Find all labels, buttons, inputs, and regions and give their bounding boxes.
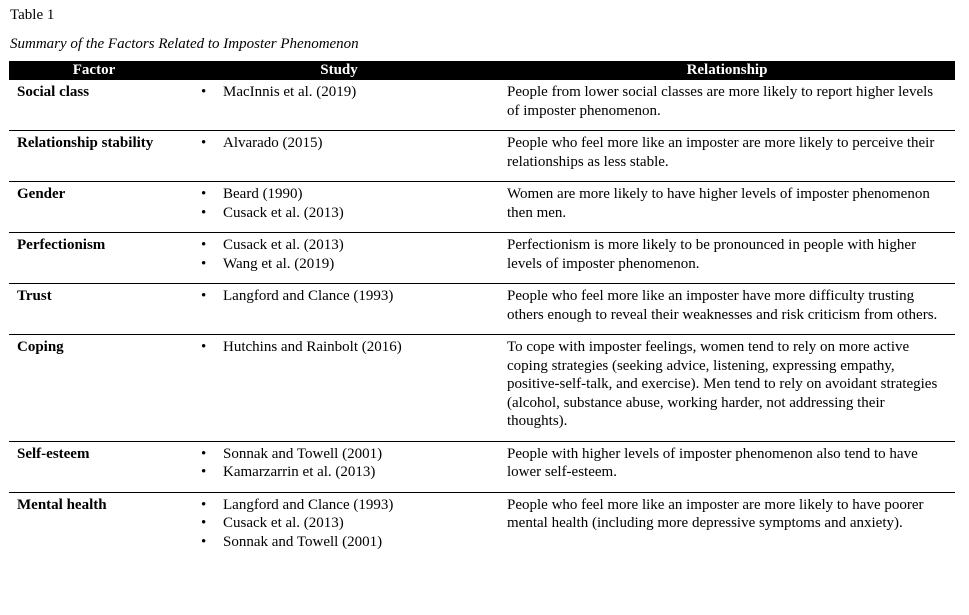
relationship-cell: People who feel more like an imposter have more difficulty trusting others enough to reveal their weaknesses and risk criticism from others. xyxy=(499,284,955,335)
factor-cell: Gender xyxy=(9,182,179,233)
study-list xyxy=(201,496,491,552)
table-title: Summary of the Factors Related to Imposter Phenomenon xyxy=(10,36,359,52)
table-row xyxy=(9,441,955,492)
study-list xyxy=(201,185,491,222)
study-cell xyxy=(179,80,499,131)
factor-cell: Relationship stability xyxy=(9,131,179,182)
study-cell xyxy=(179,492,499,561)
study-item: • Cusack et al. (2013) xyxy=(223,236,491,255)
table-row xyxy=(9,80,955,131)
table-body xyxy=(9,80,955,561)
study-cell xyxy=(179,131,499,182)
relationship-cell: People from lower social classes are more likely to report higher levels of imposter phenomenon. xyxy=(507,84,934,119)
study-item: • Alvarado (2015) xyxy=(223,134,491,153)
study-item: • Langford and Clance (1993) xyxy=(223,496,491,515)
study-list xyxy=(201,445,491,482)
relationship-cell: To cope with imposter feelings, women tend to rely on more active coping strategies (seeking advice, listening, expressing empathy, positive-self-talk, and exercise). Men tend to rely on avoidant strategies (alcohol, substance abuse, working harder, not addressing their thoughts). xyxy=(499,335,955,442)
table-label: Table 1 xyxy=(10,7,55,23)
relationship-cell: People who feel more like an imposter are more likely to have poorer mental health (including more depressive symptoms and anxiety). xyxy=(499,492,955,561)
table-row xyxy=(9,492,955,561)
factor-cell: Coping xyxy=(9,335,179,442)
factor-cell: Social class xyxy=(17,84,90,100)
factors-table xyxy=(9,61,955,561)
study-item: • Sonnak and Towell (2001) xyxy=(223,445,491,464)
header-factor: Factor xyxy=(9,61,179,80)
study-item: • Langford and Clance (1993) xyxy=(223,287,491,306)
study-item: • Hutchins and Rainbolt (2016) xyxy=(223,338,491,357)
header-relationship: Relationship xyxy=(499,61,955,80)
study-list xyxy=(201,287,491,306)
study-cell xyxy=(179,233,499,284)
study-item: • Wang et al. (2019) xyxy=(223,255,491,274)
study-cell xyxy=(179,441,499,492)
study-item: • Sonnak and Towell (2001) xyxy=(223,533,491,552)
study-item: • MacInnis et al. (2019) xyxy=(223,83,491,102)
study-list xyxy=(201,338,491,357)
study-list xyxy=(201,236,491,273)
factor-cell: Self-esteem xyxy=(9,441,179,492)
study-list xyxy=(201,83,491,102)
table-row xyxy=(9,335,955,442)
relationship-cell: Women are more likely to have higher levels of imposter phenomenon then men. xyxy=(499,182,955,233)
table-row xyxy=(9,233,955,284)
factor-cell: Mental health xyxy=(9,492,179,561)
study-cell xyxy=(179,335,499,442)
study-item: • Beard (1990) xyxy=(223,185,491,204)
study-cell xyxy=(179,284,499,335)
table-header-row xyxy=(9,61,955,80)
study-item: • Cusack et al. (2013) xyxy=(223,514,491,533)
table-row xyxy=(9,131,955,182)
factor-cell: Trust xyxy=(9,284,179,335)
study-cell xyxy=(179,182,499,233)
relationship-cell: People with higher levels of imposter phenomenon also tend to have lower self-esteem. xyxy=(499,441,955,492)
relationship-cell: Perfectionism is more likely to be pronounced in people with higher levels of imposter phenomenon. xyxy=(499,233,955,284)
table-row xyxy=(9,182,955,233)
study-item: • Kamarzarrin et al. (2013) xyxy=(223,463,491,482)
factor-cell: Perfectionism xyxy=(9,233,179,284)
study-item: • Cusack et al. (2013) xyxy=(223,204,491,223)
relationship-cell: People who feel more like an imposter are more likely to perceive their relationships as less stable. xyxy=(499,131,955,182)
study-list xyxy=(201,134,491,153)
table-row xyxy=(9,284,955,335)
header-study: Study xyxy=(179,61,499,80)
